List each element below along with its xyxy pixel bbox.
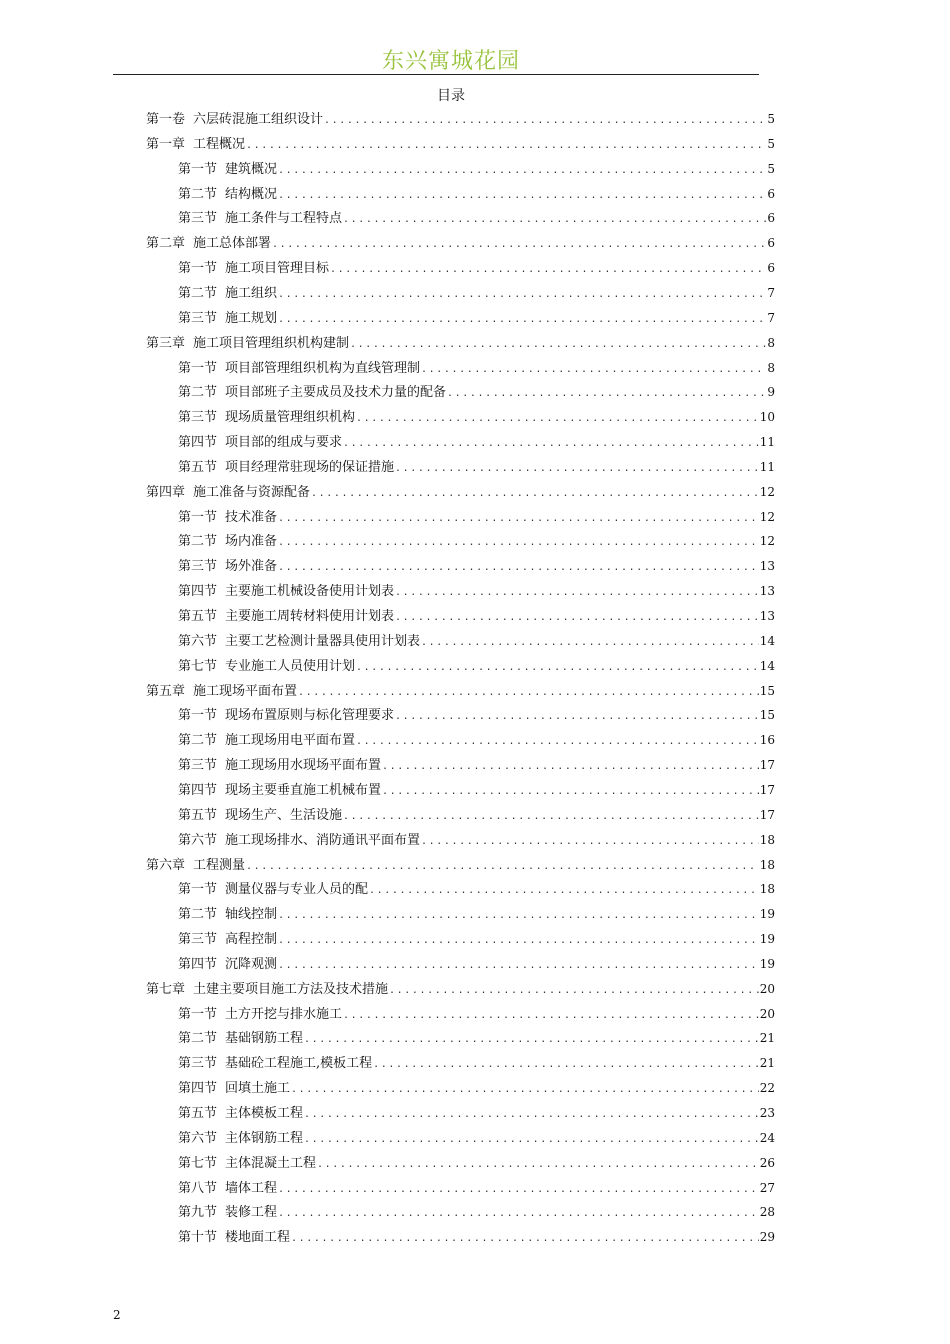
toc-entry[interactable] [178, 778, 775, 803]
toc-entry-number: 第五节 [178, 459, 218, 475]
toc-entry-number: 第一卷 [146, 112, 186, 127]
toc-entry-number: 第四节 [178, 782, 218, 798]
toc-entry-title: 高程控制 [225, 932, 278, 948]
toc-entry-number: 第六节 [178, 633, 218, 649]
toc-entry-title: 主体混凝土工程 [225, 1155, 317, 1171]
toc-entry-number: 第一节 [178, 161, 218, 177]
toc-dot-leader [356, 729, 759, 754]
toc-entry-page: 13 [759, 609, 775, 623]
toc-entry[interactable] [178, 380, 775, 405]
toc-entry-title: 现场主要垂直施工机械布置 [225, 782, 382, 798]
toc-entry-title: 土方开挖与排水施工 [225, 1006, 343, 1022]
toc-dot-leader [298, 680, 759, 705]
toc-entry-number: 第七章 [146, 981, 186, 997]
toc-dot-leader [278, 1177, 759, 1202]
toc-entry-page: 11 [759, 435, 775, 450]
toc-entry-title: 沉降观测 [225, 956, 278, 972]
toc-entry-title: 施工现场用水现场平面布置 [225, 758, 382, 774]
toc-entry-number: 第一节 [178, 509, 218, 525]
toc-dot-leader [278, 506, 759, 531]
toc-entry-number: 第四节 [178, 956, 218, 972]
toc-entry-title: 现场生产、生活设施 [225, 807, 343, 823]
toc-dot-leader [356, 406, 759, 431]
toc-entry[interactable] [178, 529, 775, 554]
toc-entry[interactable] [178, 1200, 775, 1225]
toc-entry-page: 23 [759, 1106, 775, 1120]
toc-dot-leader [343, 431, 759, 456]
toc-entry-title: 技术准备 [225, 509, 278, 525]
toc-entry-title: 场外准备 [225, 559, 278, 575]
toc-entry-number: 第四节 [178, 1081, 218, 1097]
toc-entry-title: 墙体工程 [225, 1180, 278, 1196]
toc-entry-page: 6 [767, 211, 775, 226]
toc-entry-page: 8 [767, 360, 775, 375]
toc-entry-title: 现场质量管理组织机构 [225, 410, 356, 426]
toc-entry-page: 19 [759, 907, 775, 922]
toc-entry-page: 6 [767, 186, 775, 201]
toc-entry-page: 7 [767, 285, 775, 300]
toc-entry-page: 18 [759, 882, 775, 897]
toc-entry-title: 主要施工机械设备使用计划表 [225, 584, 395, 600]
toc-dot-leader [311, 481, 759, 506]
toc-entry-number: 第七节 [178, 658, 218, 674]
toc-entry-page: 5 [767, 112, 775, 126]
toc-heading: 目录 [437, 88, 465, 104]
toc-entry[interactable] [146, 853, 775, 878]
document-header-title: 东兴寓城花园 [381, 49, 520, 74]
toc-entry-number: 第五章 [146, 683, 186, 699]
toc-entry[interactable] [178, 654, 775, 679]
toc-entry-title: 基础钢筋工程 [225, 1031, 304, 1047]
toc-dot-leader [330, 257, 766, 282]
toc-entry[interactable] [178, 1002, 775, 1027]
toc-entry-number: 第二节 [178, 385, 218, 401]
toc-entry[interactable] [178, 952, 775, 977]
toc-entry-title: 楼地面工程 [225, 1230, 291, 1246]
toc-dot-leader [278, 183, 766, 208]
toc-entry-page: 6 [767, 236, 775, 251]
toc-entry-title: 回填土施工 [225, 1081, 291, 1097]
toc-dot-leader [278, 555, 759, 580]
toc-dot-leader [369, 878, 759, 903]
toc-entry-title: 施工项目管理目标 [225, 261, 330, 277]
toc-entry[interactable] [178, 877, 775, 902]
toc-entry[interactable] [178, 1026, 775, 1051]
toc-entry[interactable] [178, 206, 775, 231]
toc-entry-title: 施工现场排水、消防通讯平面布置 [225, 832, 421, 848]
toc-entry[interactable] [178, 927, 775, 952]
toc-dot-leader [395, 456, 759, 481]
toc-entry-title: 施工规划 [225, 310, 278, 326]
toc-entry-number: 第二章 [146, 236, 186, 252]
toc-entry-title: 项目部班子主要成员及技术力量的配备 [225, 385, 447, 401]
toc-dot-leader [278, 903, 759, 928]
toc-entry-title: 场内准备 [225, 534, 278, 550]
toc-entry[interactable] [178, 629, 775, 654]
toc-entry-title: 建筑概况 [225, 161, 278, 177]
toc-entry-title: 施工条件与工程特点 [225, 211, 343, 227]
toc-dot-leader [278, 307, 766, 332]
toc-entry[interactable] [178, 902, 775, 927]
toc-dot-leader [382, 779, 759, 804]
toc-entry[interactable] [178, 281, 775, 306]
toc-entry-page: 19 [759, 956, 775, 971]
toc-dot-leader [278, 1201, 759, 1226]
toc-entry-number: 第一节 [178, 261, 218, 277]
toc-entry[interactable] [146, 331, 775, 356]
toc-entry[interactable] [178, 828, 775, 853]
toc-dot-leader [278, 282, 766, 307]
toc-entry-title: 现场布置原则与标化管理要求 [225, 708, 395, 724]
toc-entry-number: 第四节 [178, 584, 218, 600]
toc-entry-title: 主要施工周转材料使用计划表 [225, 609, 395, 624]
toc-entry-page: 5 [767, 136, 775, 151]
toc-entry-page: 15 [759, 683, 775, 698]
toc-entry-title: 项目经理常驻现场的保证措施 [225, 459, 395, 475]
toc-entry-number: 第六章 [146, 857, 186, 873]
toc-entry-title: 主体钢筋工程 [225, 1130, 304, 1146]
toc-entry-number: 第二节 [178, 1031, 218, 1047]
toc-entry-number: 第二节 [178, 285, 218, 301]
toc-entry-page: 24 [759, 1130, 775, 1145]
toc-dot-leader [324, 108, 766, 133]
toc-entry-page: 21 [759, 1031, 775, 1046]
toc-entry-page: 10 [759, 410, 775, 425]
toc-entry-page: 11 [759, 459, 775, 474]
toc-dot-leader [350, 332, 766, 357]
toc-entry[interactable] [146, 132, 775, 157]
toc-entry-number: 第三节 [178, 758, 218, 774]
toc-entry[interactable] [178, 356, 775, 381]
toc-entry[interactable] [178, 1225, 775, 1250]
toc-dot-leader [246, 854, 759, 879]
toc-entry-page: 29 [759, 1230, 775, 1245]
toc-entry-page: 13 [759, 559, 775, 574]
toc-dot-leader [272, 232, 766, 257]
toc-entry-number: 第三节 [178, 410, 218, 426]
toc-entry-page: 8 [767, 335, 775, 350]
toc-entry-title: 主体模板工程 [225, 1106, 304, 1121]
toc-entry-title: 土建主要项目施工方法及技术措施 [193, 981, 389, 997]
toc-dot-leader [317, 1152, 759, 1177]
toc-entry-page: 21 [759, 1056, 775, 1071]
toc-entry-title: 六层砖混施工组织设计 [193, 112, 324, 127]
toc-entry-page: 5 [767, 161, 775, 176]
toc-entry-number: 第一节 [178, 882, 218, 898]
toc-entry[interactable] [178, 1151, 775, 1176]
toc-dot-leader [278, 158, 766, 183]
toc-entry-number: 第四章 [146, 484, 186, 500]
toc-entry[interactable] [178, 1051, 775, 1076]
toc-entry[interactable] [178, 728, 775, 753]
toc-dot-leader [343, 1003, 759, 1028]
toc-entry-title: 施工准备与资源配备 [193, 484, 311, 500]
toc-entry[interactable] [178, 554, 775, 579]
toc-entry-number: 第十节 [178, 1230, 218, 1246]
toc-entry-title: 施工总体部署 [193, 236, 272, 252]
toc-entry-title: 测量仪器与专业人员的配 [225, 882, 369, 898]
toc-dot-leader [395, 704, 759, 729]
toc-entry-page: 9 [767, 385, 775, 400]
toc-entry[interactable] [146, 107, 775, 132]
toc-dot-leader [356, 655, 759, 680]
toc-entry-number: 第二节 [178, 534, 218, 550]
toc-entry-number: 第一节 [178, 1006, 218, 1022]
toc-entry[interactable] [178, 604, 775, 629]
toc-dot-leader [343, 207, 766, 232]
toc-entry[interactable] [178, 1126, 775, 1151]
toc-entry[interactable] [146, 679, 775, 704]
toc-entry-page: 17 [759, 758, 775, 773]
toc-dot-leader [447, 381, 766, 406]
toc-entry-number: 第三节 [178, 559, 218, 575]
toc-dot-leader [278, 953, 759, 978]
toc-entry-title: 项目部管理组织机构为直线管理制 [225, 360, 421, 376]
toc-entry-title: 工程概况 [193, 136, 246, 152]
toc-dot-leader [291, 1226, 759, 1251]
toc-entry-page: 20 [759, 1006, 775, 1021]
toc-entry-number: 第四节 [178, 435, 218, 451]
toc-entry-page: 16 [759, 733, 775, 748]
toc-entry[interactable] [178, 1076, 775, 1101]
toc-dot-leader [373, 1052, 759, 1077]
toc-entry-number: 第三节 [178, 211, 218, 227]
toc-entry-number: 第九节 [178, 1205, 218, 1221]
toc-dot-leader [291, 1077, 759, 1102]
toc-entry-number: 第一节 [178, 708, 218, 724]
toc-dot-leader [343, 804, 759, 829]
toc-entry-page: 6 [767, 261, 775, 276]
toc-entry-title: 结构概况 [225, 186, 278, 202]
toc-entry-page: 20 [759, 981, 775, 996]
toc-entry-title: 轴线控制 [225, 907, 278, 923]
toc-dot-leader [389, 978, 759, 1003]
toc-dot-leader [278, 928, 759, 953]
toc-entry[interactable] [178, 182, 775, 207]
toc-entry-page: 28 [759, 1205, 775, 1220]
toc-entry[interactable] [178, 405, 775, 430]
toc-entry-title: 基础砼工程施工,模板工程 [225, 1056, 373, 1072]
toc-entry-page: 13 [759, 584, 775, 599]
toc-dot-leader [395, 605, 759, 630]
toc-dot-leader [421, 630, 759, 655]
toc-entry[interactable] [178, 505, 775, 530]
toc-entry-number: 第二节 [178, 733, 218, 749]
toc-entry-page: 22 [759, 1081, 775, 1096]
toc-entry-page: 12 [759, 509, 775, 524]
toc-dot-leader [246, 133, 766, 158]
toc-entry-number: 第七节 [178, 1155, 218, 1171]
toc-dot-leader [421, 829, 759, 854]
toc-entry-page: 19 [759, 932, 775, 947]
toc-entry-title: 主要工艺检测计量器具使用计划表 [225, 633, 421, 649]
toc-entry-number: 第二节 [178, 907, 218, 923]
toc-entry[interactable] [178, 579, 775, 604]
toc-entry[interactable] [178, 430, 775, 455]
toc-entry-number: 第五节 [178, 1106, 218, 1121]
toc-entry[interactable] [178, 803, 775, 828]
toc-entry[interactable] [178, 455, 775, 480]
toc-entry-number: 第六节 [178, 832, 218, 848]
toc-entry-number: 第五节 [178, 807, 218, 823]
toc-entry-title: 工程测量 [193, 857, 246, 873]
toc-entry[interactable] [178, 256, 775, 281]
toc-entry[interactable] [178, 306, 775, 331]
toc-entry-number: 第三节 [178, 1056, 218, 1072]
toc-entry-page: 7 [767, 310, 775, 325]
toc-entry-number: 第二节 [178, 186, 218, 202]
toc-dot-leader [304, 1102, 759, 1127]
toc-entry-page: 26 [759, 1155, 775, 1170]
toc-entry-title: 施工现场平面布置 [193, 683, 298, 699]
toc-entry-title: 施工组织 [225, 285, 278, 301]
toc-entry-number: 第一章 [146, 136, 186, 152]
toc-entry[interactable] [146, 977, 775, 1002]
toc-entry-page: 12 [759, 484, 775, 499]
toc-dot-leader [421, 357, 766, 382]
toc-entry-page: 14 [759, 658, 775, 673]
toc-entry-page: 18 [759, 857, 775, 872]
toc-entry-number: 第六节 [178, 1130, 218, 1146]
toc-dot-leader [395, 580, 759, 605]
toc-entry-title: 施工现场用电平面布置 [225, 733, 356, 749]
toc-entry[interactable] [146, 480, 775, 505]
header-rule [113, 74, 759, 75]
toc-entry-number: 第三节 [178, 310, 218, 326]
toc-entry-number: 第三节 [178, 932, 218, 948]
toc-entry-page: 12 [759, 534, 775, 549]
toc-dot-leader [304, 1127, 759, 1152]
toc-entry-title: 专业施工人员使用计划 [225, 658, 356, 674]
toc-dot-leader [382, 754, 759, 779]
toc-entry[interactable] [178, 157, 775, 182]
toc-entry[interactable] [178, 703, 775, 728]
page-number: 2 [113, 1308, 121, 1322]
toc-dot-leader [278, 530, 759, 555]
toc-entry-number: 第一节 [178, 360, 218, 376]
toc-entry-title: 装修工程 [225, 1205, 278, 1221]
toc-entry-page: 17 [759, 807, 775, 822]
toc-dot-leader [304, 1027, 759, 1052]
toc-entry-page: 14 [759, 633, 775, 648]
toc-entry[interactable] [146, 231, 775, 256]
toc-entry-number: 第八节 [178, 1180, 218, 1196]
toc-entry-title: 项目部的组成与要求 [225, 435, 343, 451]
toc-entry[interactable] [178, 1176, 775, 1201]
toc-entry-number: 第三章 [146, 335, 186, 351]
toc-entry-page: 17 [759, 782, 775, 797]
toc-entry-page: 27 [759, 1180, 775, 1195]
toc-entry-page: 15 [759, 708, 775, 723]
toc-entry[interactable] [178, 1101, 775, 1126]
toc-entry[interactable] [178, 753, 775, 778]
toc-entry-title: 施工项目管理组织机构建制 [193, 335, 350, 351]
toc-entry-number: 第五节 [178, 609, 218, 624]
toc-entry-page: 18 [759, 832, 775, 847]
